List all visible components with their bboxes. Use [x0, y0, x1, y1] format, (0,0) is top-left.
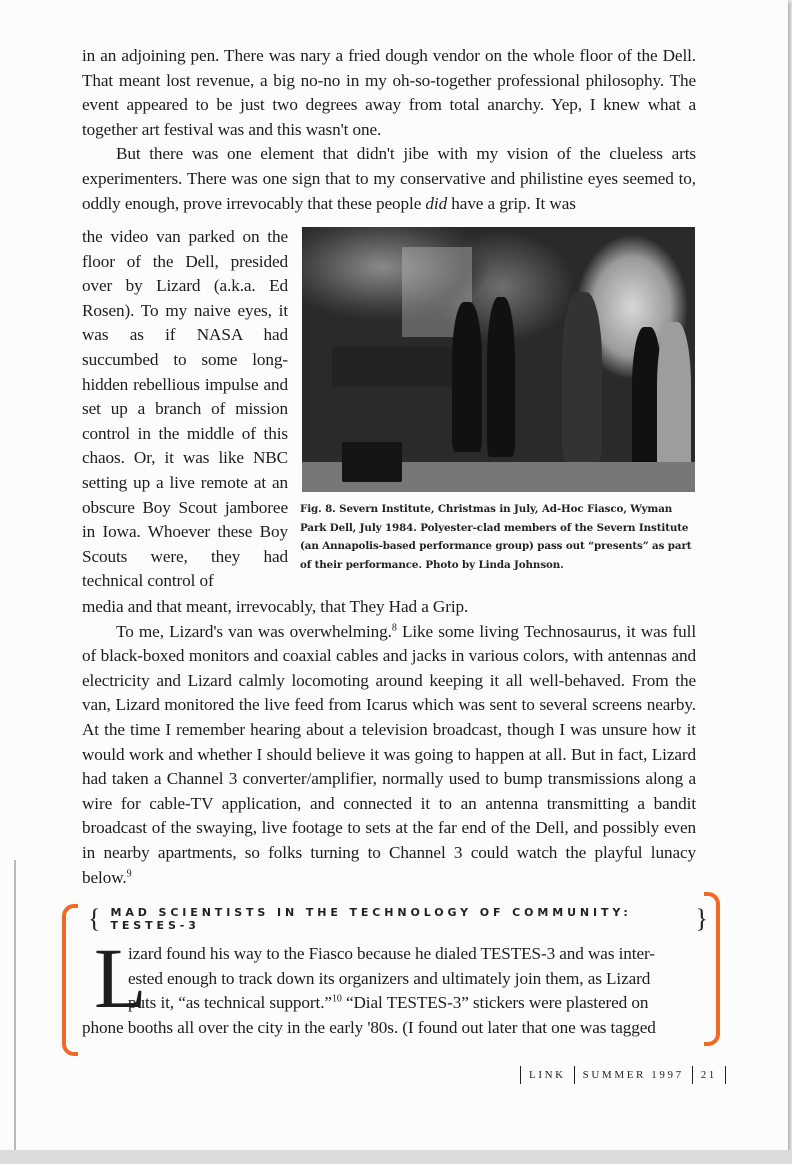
left-orange-bracket [62, 904, 78, 1056]
section-line-2: ested enough to track down its organizers and ultimately join them, as Lizard [128, 968, 651, 988]
section-line-3 [82, 991, 696, 1016]
footnote-ref-10: 10 [331, 993, 342, 1005]
brace-close: } [695, 904, 708, 933]
footer-page-number: 21 [700, 1069, 717, 1081]
section-body-text [82, 942, 696, 1040]
paragraph-2-end: have a grip. It was [447, 193, 576, 213]
paragraph-3 [82, 620, 696, 891]
paragraph-1: in an adjoining pen. There was nary a fried dough vendor on the whole floor of the Dell. That meant lost revenue, a big no-no in my oh-so-together professional philosophy. The event appeared to be just two degrees away from total anarchy. Yep, I knew what a together art festival was and this wasn't one. [82, 46, 696, 139]
emphasis-did: did [425, 193, 448, 213]
drop-cap: L [94, 930, 147, 1026]
footnote-ref-9: 9 [126, 867, 132, 879]
section-line-1: izard found his way to the Fiasco because he dialed TESTES-3 and was inter- [128, 944, 655, 963]
section-heading-text: MAD SCIENTISTS IN THE TECHNOLOGY OF COMMUNITY: TESTES-3 [110, 906, 632, 932]
paragraph-3-start: To me, Lizard's van was overwhelming. [116, 621, 392, 641]
section-line-4: phone booths all over the city in the early '80s. (I found out later that one was tagged [82, 1017, 656, 1037]
page-bottom-edge [0, 1150, 792, 1164]
body-text-top [82, 44, 696, 216]
brace-open: { [88, 904, 101, 933]
footer-issue: SUMMER 1997 [582, 1069, 684, 1081]
section-line-3-text: puts it, “as technical support.” [128, 993, 332, 1013]
footnote-ref-8: 8 [391, 621, 397, 633]
binding-edge [14, 860, 16, 1160]
paragraph-2-text: But there was one element that didn't jibe with my vision of the clueless arts experimenters. There was one sign that to my conservative and philistine eyes seemed to, oddly enough, prove irrevocably that these people [82, 144, 696, 213]
section-line-3-end: “Dial TESTES-3” stickers were plastered on [341, 993, 649, 1013]
footer-publication: LINK [529, 1069, 566, 1081]
section-heading [88, 904, 708, 934]
paragraph-3-text: Like some living Technosaurus, it was full of black-boxed monitors and coaxial cables and jacks in various colors, with antennas and electricity and Lizard calmly locomoting around keeping it all well-behaved. From the van, Lizard monitored the live feed from Icarus which was sent to several screens nearby. At the time I remember hearing about a television broadcast, though I was unsure how it would work and whether I should believe it was going to happen at all. But in fact, Lizard had taken a Channel 3 converter/amplifier, normally used to bump transmissions along a wire for cable-TV application, and connected it to an antenna transmitting a bandit broadcast of the swaying, live footage to sets at the far end of the Dell, and possibly even in nearby apartments, so folks turning to Channel 3 could watch the playful lunacy below. [82, 621, 696, 887]
side-column-text: the video van parked on the floor of the Dell, presided over by Lizard (a.k.a. Ed Rosen). To my naive eyes, it was as if NASA had succumbed to some long-hidden rebellious impulse and set up a branch of mission control in the middle of this chaos. Or, it was like NBC setting up a live remote at an obscure Boy Scout jamboree in Iowa. Whoever these Boy Scouts were, they had technical control of [82, 227, 288, 591]
body-text-after-figure [82, 595, 696, 890]
figure-caption: Fig. 8. Severn Institute, Christmas in July, Ad-Hoc Fiasco, Wyman Park Dell, July 1984. Polyester-clad members of the Severn Institute (an Annapolis-based performance group) pass out “presents” as part of their performance. Photo by Linda Johnson. [300, 503, 692, 571]
after-figure-line: media and that meant, irrevocably, that They Had a Grip. [82, 597, 469, 616]
page-footer [512, 1066, 734, 1084]
paragraph-2 [82, 142, 696, 216]
figure-8-photo [302, 227, 695, 492]
